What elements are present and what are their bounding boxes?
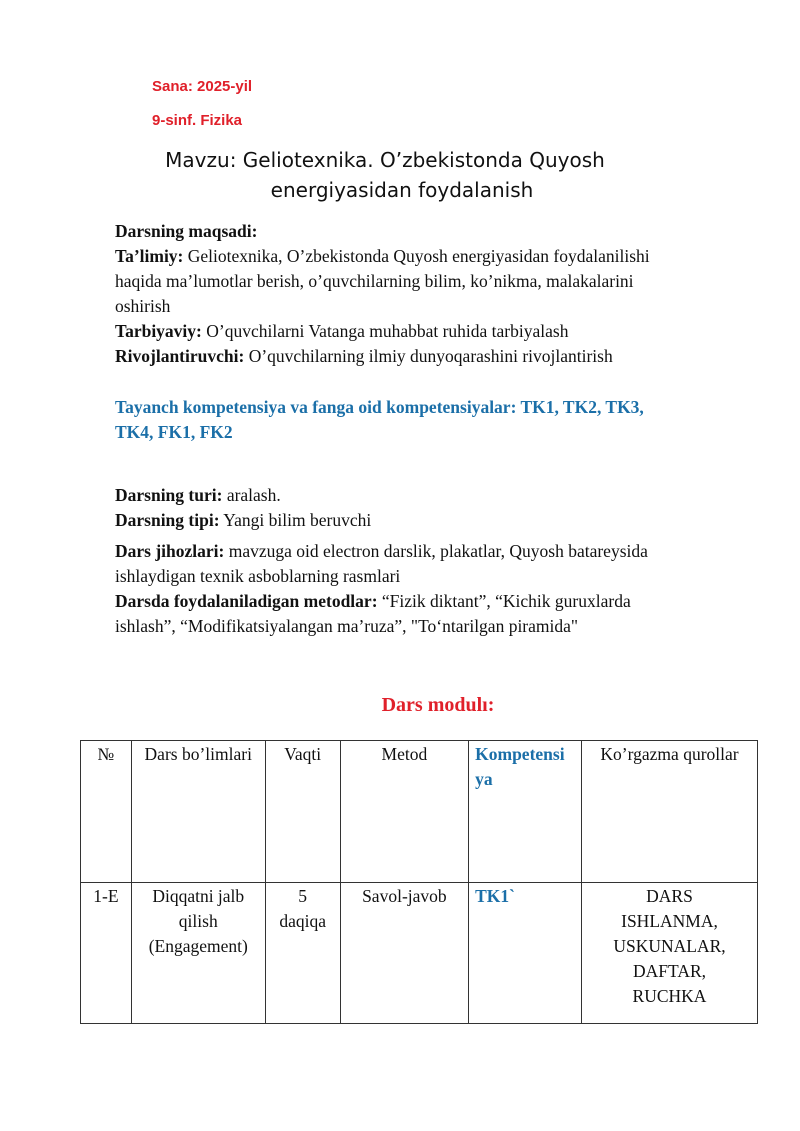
goal-tarbiyaviy-text: O’quvchilarni Vatanga muhabbat ruhida tarbiyalash (201, 321, 569, 341)
col-header-competency: Kompetensi ya (469, 741, 582, 883)
col-header-materials: Ko’rgazma qurollar (582, 741, 758, 883)
cell-section-text: Diqqatni jalb qilish (Engagement) (148, 886, 248, 956)
cell-number: 1-E (81, 883, 132, 1024)
col-header-number: № (81, 741, 132, 883)
table-header-row (81, 741, 758, 883)
goal-talimiy-label: Ta’limiy: (115, 246, 184, 266)
col-header-time: Vaqti (265, 741, 340, 883)
cell-materials (582, 883, 758, 1024)
goal-rivojlantiruvchi-text: O’quvchilarning ilmiy dunyoqarashini rivojlantirish (244, 346, 613, 366)
equipment-label: Dars jihozlari: (115, 541, 225, 561)
lesson-equipment (115, 539, 775, 639)
goal-talimiy-line2: haqida ma’lumotlar berish, o’quvchilarning bilim, ko’nikma, malakalarini (115, 271, 634, 291)
goal-tarbiyaviy (115, 319, 775, 344)
table-row (81, 883, 758, 1024)
goal-talimiy-line3: oshirish (115, 296, 171, 316)
topic-title-line1: Mavzu: Geliotexnika. O’zbekistonda Quyosh (165, 148, 605, 172)
lesson-module-table (80, 740, 758, 1024)
goal-tarbiyaviy-label: Tarbiyaviy: (115, 321, 202, 341)
lesson-goals (115, 219, 775, 369)
goal-talimiy (115, 244, 775, 269)
cell-competency: TK1` (469, 883, 582, 1024)
equipment-line1 (115, 539, 775, 564)
goal-rivojlantiruvchi (115, 344, 775, 369)
module-heading: Dars modulı: (381, 694, 495, 716)
methods-line1 (115, 589, 775, 614)
date-label: Sana: 2025-yil (152, 78, 253, 95)
equipment-line2: ishlaydigan texnik asboblarning rasmlari (115, 566, 401, 586)
topic-title-line2: energiyasidan foydalanish (270, 178, 534, 202)
col-header-method: Metod (340, 741, 469, 883)
col-header-sections: Dars bo’limlari (131, 741, 265, 883)
cell-method: Savol-javob (340, 883, 469, 1024)
competencies (115, 395, 775, 445)
lesson-type-text: aralash. (222, 485, 281, 505)
competencies-line1: Tayanch kompetensiya va fanga oid kompetensiyalar: TK1, TK2, TK3, (115, 397, 644, 417)
methods-line2: ishlash”, “Modifikatsiyalangan ma’ruza”, "To‘ntarilgan piramida" (115, 616, 579, 636)
competencies-line2: TK4, FK1, FK2 (115, 422, 233, 442)
goals-heading: Darsning maqsadi: (115, 221, 258, 241)
grade-label: 9-sinf. Fizika (152, 112, 243, 129)
goal-rivojlantiruvchi-label: Rivojlantiruvchi: (115, 346, 245, 366)
topic-title (150, 145, 620, 205)
methods-text: “Fizik diktant”, “Kichik guruxlarda (377, 591, 631, 611)
equipment-text: mavzuga oid electron darslik, plakatlar, Quyosh batareysida (224, 541, 648, 561)
cell-time (265, 883, 340, 1024)
lesson-type-label: Darsning turi: (115, 485, 223, 505)
lesson-kind-label: Darsning tipi: (115, 510, 220, 530)
lesson-type (115, 483, 775, 508)
methods-label: Darsda foydalaniladigan metodlar: (115, 591, 378, 611)
cell-section (131, 883, 265, 1024)
lesson-info (115, 483, 775, 533)
lesson-kind (115, 508, 775, 533)
goal-talimiy-text: Geliotexnika, O’zbekistonda Quyosh energiyasidan foydalanilishi (183, 246, 650, 266)
cell-time-text: 5 daqiqa (279, 886, 326, 931)
cell-materials-text: DARS ISHLANMA, USKUNALAR, DAFTAR, RUCHKA (613, 886, 726, 1006)
lesson-kind-text: Yangi bilim beruvchi (219, 510, 372, 530)
